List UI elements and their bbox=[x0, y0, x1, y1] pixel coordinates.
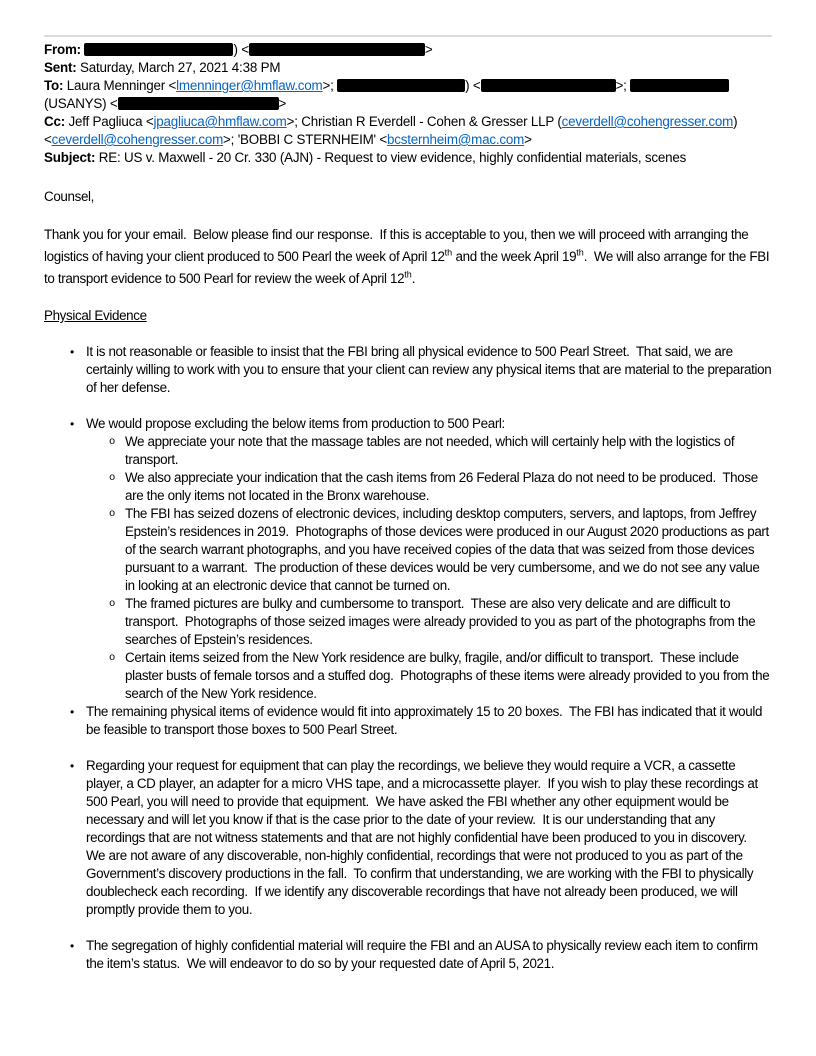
text-run: ) bbox=[733, 114, 738, 129]
redaction-bar bbox=[481, 79, 616, 92]
text-run: >; 'BOBBI C STERNHEIM' < bbox=[223, 132, 388, 147]
redaction-bar bbox=[249, 43, 425, 56]
bullet-item bbox=[44, 757, 772, 919]
header-line bbox=[44, 131, 772, 149]
paragraph-gap bbox=[44, 919, 772, 937]
ordinal-suffix: th bbox=[404, 269, 412, 280]
text-run: >; Christian R Everdell - Cohen & Gresser LLP ( bbox=[286, 114, 562, 129]
redaction-bar bbox=[84, 43, 233, 56]
header-line bbox=[44, 149, 772, 167]
field-label: From: bbox=[44, 42, 85, 57]
text-run: Saturday, March 27, 2021 4:38 PM bbox=[80, 60, 281, 75]
text-run: Laura Menninger < bbox=[66, 78, 177, 93]
text-run: . We will also arrange for the FBI to transport evidence to 500 Pearl for review the week of April 12 bbox=[44, 249, 773, 286]
bullet-text: Certain items seized from the New York residence are bulky, fragile, and/or difficult to transport. These include plaster busts of female torsos and a stuffed dog. Photographs of these items were already provided to you from the search of the New York residence. bbox=[125, 650, 773, 701]
field-label: Subject: bbox=[44, 150, 99, 165]
email-link[interactable]: bcsternheim@mac.com bbox=[387, 132, 525, 147]
header-divider bbox=[44, 35, 772, 37]
bullet-text: The remaining physical items of evidence would fit into approximately 15 to 20 boxes. The FBI has indicated that it would be feasible to transport those boxes to 500 Pearl Street. bbox=[86, 704, 766, 737]
bullet-item bbox=[44, 343, 775, 397]
bullet-item bbox=[44, 415, 772, 433]
sub-bullet-item bbox=[44, 595, 772, 649]
field-label: Cc: bbox=[44, 114, 69, 129]
bullet-text: The FBI has seized dozens of electronic devices, including desktop computers, servers, and laptops, from Jeffrey Epstein’s residences in 2019. Photographs of those devices were produced in our August 2020 productions as part of the search warrant photographs, and you have received copies of the data that was seized from those devices pursuant to a warrant. The production of these devices would be very cumbersome, and we do not see any value in looking at an electronic device that cannot be turned on. bbox=[125, 506, 773, 593]
intro-paragraph bbox=[44, 224, 772, 290]
text-run: . bbox=[411, 271, 416, 286]
header-line bbox=[44, 59, 772, 77]
email-link[interactable]: ceverdell@cohengresser.com bbox=[561, 114, 734, 129]
email-link[interactable]: lmenninger@hmflaw.com bbox=[176, 78, 323, 93]
bullet-marker: • bbox=[70, 417, 74, 431]
bullet-text: We appreciate your note that the massage tables are not needed, which will certainly help with the logistics of transport. bbox=[125, 434, 738, 467]
text-run: ) < bbox=[233, 42, 249, 57]
text-run: < bbox=[44, 132, 52, 147]
header-line bbox=[44, 41, 772, 59]
header-line bbox=[44, 95, 772, 113]
bullet-marker: • bbox=[70, 939, 74, 953]
email-link[interactable]: ceverdell@cohengresser.com bbox=[51, 132, 224, 147]
text-run: >; bbox=[615, 78, 631, 93]
bullet-text: We would propose excluding the below items from production to 500 Pearl: bbox=[86, 416, 505, 431]
header-line bbox=[44, 77, 772, 95]
bullet-item bbox=[44, 937, 772, 973]
redaction-bar bbox=[337, 79, 465, 92]
bullet-text: We also appreciate your indication that the cash items from 26 Federal Plaza do not need to be produced. Those are the only items not located in the Bronx warehouse. bbox=[125, 470, 762, 503]
text-run: > bbox=[524, 132, 532, 147]
sub-bullet-item bbox=[44, 649, 772, 703]
bullet-marker: • bbox=[70, 705, 74, 719]
field-label: Sent: bbox=[44, 60, 80, 75]
text-run: >; bbox=[322, 78, 338, 93]
bullet-list bbox=[44, 343, 775, 973]
sub-bullet-item bbox=[44, 505, 772, 595]
ordinal-suffix: th bbox=[576, 247, 584, 258]
bullet-marker: • bbox=[70, 345, 74, 359]
salutation: Counsel, bbox=[44, 189, 95, 204]
text-run: > bbox=[278, 96, 287, 111]
bullet-text: Regarding your request for equipment that can play the recordings, we believe they would require a VCR, a cassette player, a CD player, an adapter for a micro VHS tape, and a microcassette player. If you wish to play these recordings at 500 Pearl, you will need to provide that equipment. We have asked the FBI whether any other equipment would be necessary and will let you know if that is the case prior to the date of your review. It is our understanding that any recordings that are not witness statements and that are not highly confidential have been produced to you in discovery. We are not aware of any discoverable, non-highly confidential, recordings that were not produced to you as part of the Government’s discovery productions in the fall. To confirm that understanding, we are working with the FBI to physically doublecheck each recording. If we identify any discoverable recordings that have not already been produced, we will promptly provide them to you. bbox=[86, 758, 762, 917]
sub-bullet-marker: o bbox=[109, 472, 115, 484]
sub-bullet-marker: o bbox=[109, 508, 115, 520]
redaction-bar bbox=[630, 79, 729, 92]
bullet-marker: • bbox=[70, 759, 74, 773]
bullet-item bbox=[44, 703, 772, 739]
text-run: and the week April 19 bbox=[452, 249, 577, 264]
paragraph-gap bbox=[44, 739, 772, 757]
email-header bbox=[44, 41, 772, 167]
text-run: Jeff Pagliuca < bbox=[68, 114, 154, 129]
bullet-text: The framed pictures are bulky and cumbersome to transport. These are also very delicate and are difficult to transport. Photographs of those seized images were already provided to you as part of the photographs from the searches of Epstein’s residences. bbox=[125, 596, 759, 647]
text-run: (USANYS) < bbox=[44, 96, 118, 111]
text-run: ) < bbox=[465, 78, 481, 93]
text-run: RE: US v. Maxwell - 20 Cr. 330 (AJN) - Request to view evidence, highly confidential materials, scenes bbox=[98, 150, 687, 165]
sub-bullet-marker: o bbox=[109, 598, 115, 610]
redaction-bar bbox=[118, 97, 279, 110]
text-run: > bbox=[424, 42, 433, 57]
sub-bullet-marker: o bbox=[109, 436, 115, 448]
sub-bullet-marker: o bbox=[109, 652, 115, 664]
sub-bullet-item bbox=[44, 469, 772, 505]
bullet-text: It is not reasonable or feasible to insist that the FBI bring all physical evidence to 500 Pearl Street. That said, we are certainly willing to work with you to ensure that your client can review any physical items that are material to the preparation of her defense. bbox=[86, 344, 775, 395]
email-link[interactable]: jpagliuca@hmflaw.com bbox=[153, 114, 287, 129]
ordinal-suffix: th bbox=[444, 247, 453, 258]
sub-bullet-item bbox=[44, 433, 772, 469]
section-heading: Physical Evidence bbox=[44, 308, 147, 323]
text-run: Thank you for your email. Below please find our response. If this is acceptable to you, then we will proceed with arranging the logistics of having your client produced to 500 Pearl the week of April 12 bbox=[44, 227, 752, 264]
bullet-text: The segregation of highly confidential material will require the FBI and an AUSA to physically review each item to confirm the item’s status. We will endeavor to do so by your requested date of April 5, 2021. bbox=[86, 938, 762, 971]
paragraph-gap bbox=[44, 397, 772, 415]
header-line bbox=[44, 113, 772, 131]
field-label: To: bbox=[44, 78, 67, 93]
